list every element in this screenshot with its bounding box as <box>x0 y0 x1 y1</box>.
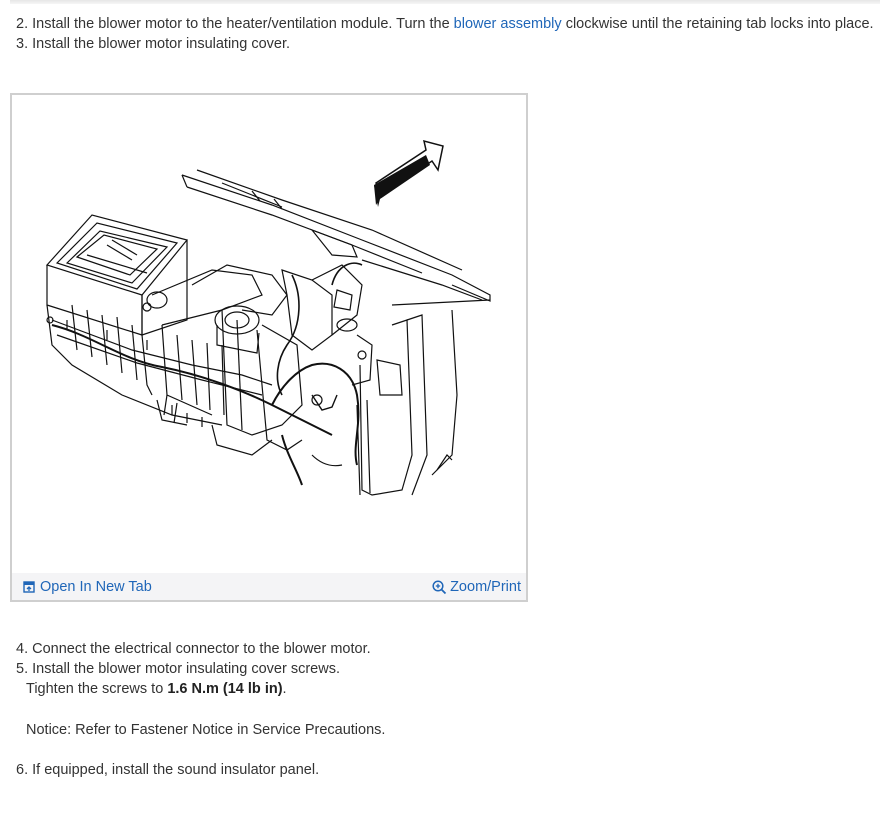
open-new-tab-icon <box>23 581 35 593</box>
diagram-figure <box>10 93 528 602</box>
top-divider <box>10 0 880 4</box>
fastener-notice: Notice: Refer to Fastener Notice in Service Precautions. <box>26 722 386 738</box>
zoom-print-button[interactable] <box>432 577 521 597</box>
open-in-new-tab-label: Open In New Tab <box>40 579 152 595</box>
step-2-text-suffix: clockwise until the retaining tab locks into place. <box>561 16 874 32</box>
open-in-new-tab-button[interactable] <box>23 577 152 597</box>
step-6: 6. If equipped, install the sound insulator panel. <box>16 762 320 778</box>
step-5: 5. Install the blower motor insulating cover screws. <box>16 661 340 677</box>
step-2-text-prefix: 2. Install the blower motor to the heater/ventilation module. Turn the <box>16 16 454 32</box>
tighten-instruction <box>26 679 287 699</box>
blower-assembly-link[interactable]: blower assembly <box>453 16 562 32</box>
tighten-prefix: Tighten the screws to <box>26 681 168 697</box>
zoom-print-label: Zoom/Print <box>450 579 521 595</box>
tighten-suffix: . <box>282 681 287 697</box>
step-3: 3. Install the blower motor insulating cover. <box>16 36 291 52</box>
figure-toolbar <box>12 573 526 600</box>
step-2 <box>16 14 874 34</box>
blower-motor-diagram[interactable] <box>12 95 526 573</box>
step-4: 4. Connect the electrical connector to the blower motor. <box>16 641 371 657</box>
zoom-in-icon <box>432 580 447 595</box>
torque-value: 1.6 N.m (14 lb in) <box>167 681 283 697</box>
